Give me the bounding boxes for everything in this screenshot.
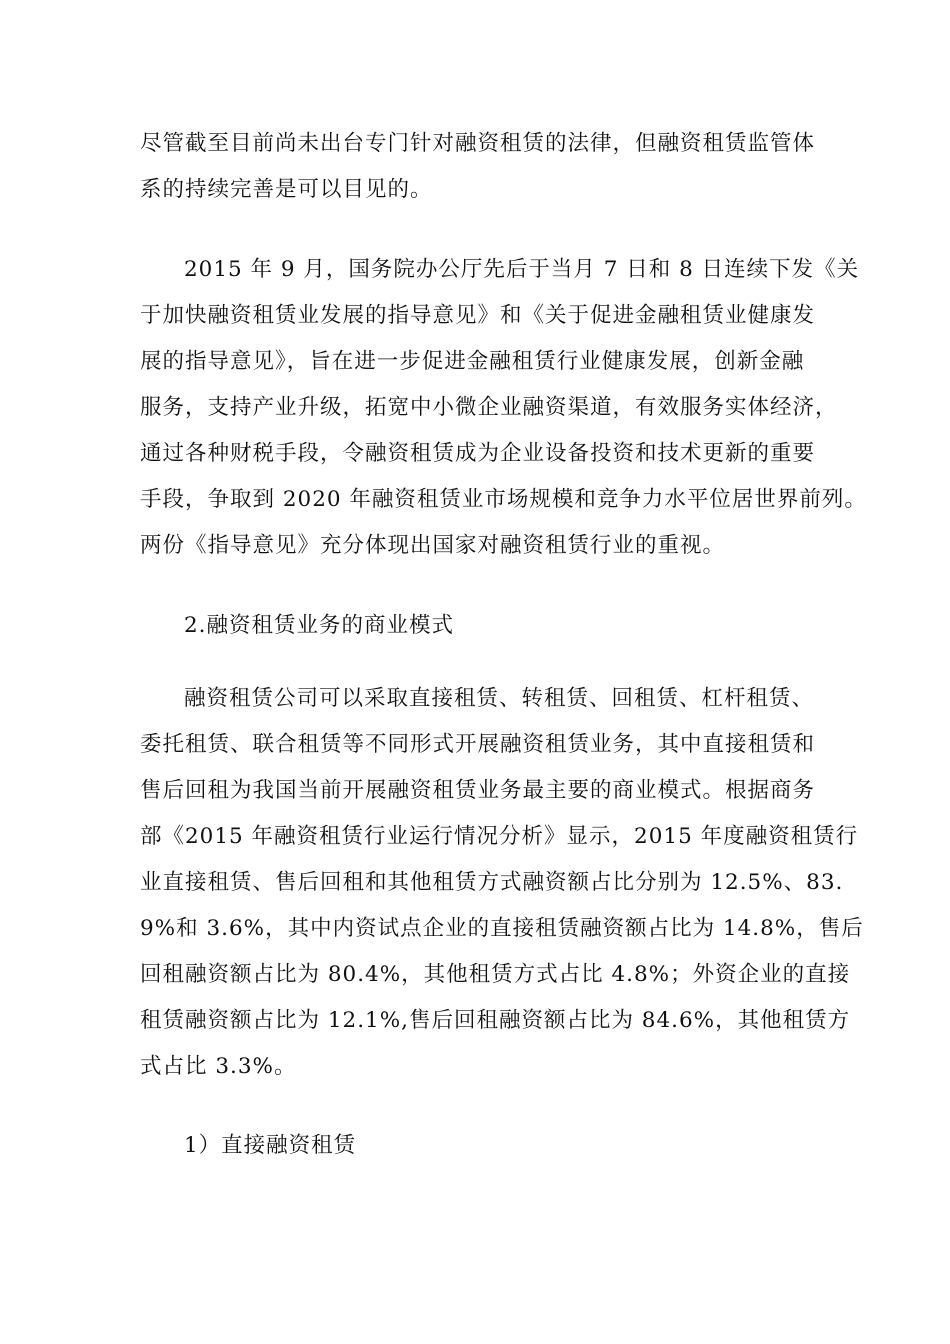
paragraph-line: 融资租赁公司可以采取直接租赁、转租赁、回租赁、杠杆租赁、 [184, 686, 815, 711]
paragraph-line: 部《2015 年融资租赁行业运行情况分析》显示，2015 年度融资租赁行 [140, 824, 859, 849]
paragraph-line: 展的指导意见》，旨在进一步促进金融租赁行业健康发展，创新金融 [140, 349, 805, 374]
paragraph-line: 于加快融资租赁业发展的指导意见》和《关于促进金融租赁业健康发 [140, 303, 816, 328]
paragraph-line: 服务，支持产业升级，拓宽中小微企业融资渠道，有效服务实体经济， [140, 395, 838, 420]
paragraph-line: 售后回租为我国当前开展融资租赁业务最主要的商业模式。根据商务 [140, 778, 816, 803]
paragraph-line: 业直接租赁、售后回租和其他租赁方式融资额占比分别为 12.5%、83. [140, 870, 844, 895]
section-heading: 2.融资租赁业务的商业模式 [184, 613, 455, 638]
paragraph-line: 9%和 3.6%，其中内资试点企业的直接租赁融资额占比为 14.8%，售后 [140, 916, 864, 941]
subsection-heading: 1）直接融资租赁 [184, 1133, 357, 1158]
paragraph-line: 式占比 3.3%。 [140, 1054, 297, 1079]
paragraph-line: 2015 年 9 月，国务院办公厅先后于当月 7 日和 8 日连续下发《关 [184, 257, 860, 282]
paragraph-line: 系的持续完善是可以目见的。 [140, 177, 433, 202]
paragraph-line: 手段，争取到 2020 年融资租赁业市场规模和竞争力水平位居世界前列。 [140, 487, 867, 512]
paragraph-line: 两份《指导意见》充分体现出国家对融资租赁行业的重视。 [140, 533, 726, 558]
paragraph-line: 回租融资额占比为 80.4%，其他租赁方式占比 4.8%；外资企业的直接 [140, 962, 851, 987]
paragraph-line: 租赁融资额占比为 12.1%,售后回租融资额占比为 84.6%，其他租赁方 [140, 1008, 851, 1033]
paragraph-line: 委托租赁、联合租赁等不同形式开展融资租赁业务，其中直接租赁和 [140, 732, 816, 757]
paragraph-line: 尽管截至目前尚未出台专门针对融资租赁的法律，但融资租赁监管体 [140, 131, 816, 156]
paragraph-line: 通过各种财税手段，令融资租赁成为企业设备投资和技术更新的重要 [140, 441, 816, 466]
